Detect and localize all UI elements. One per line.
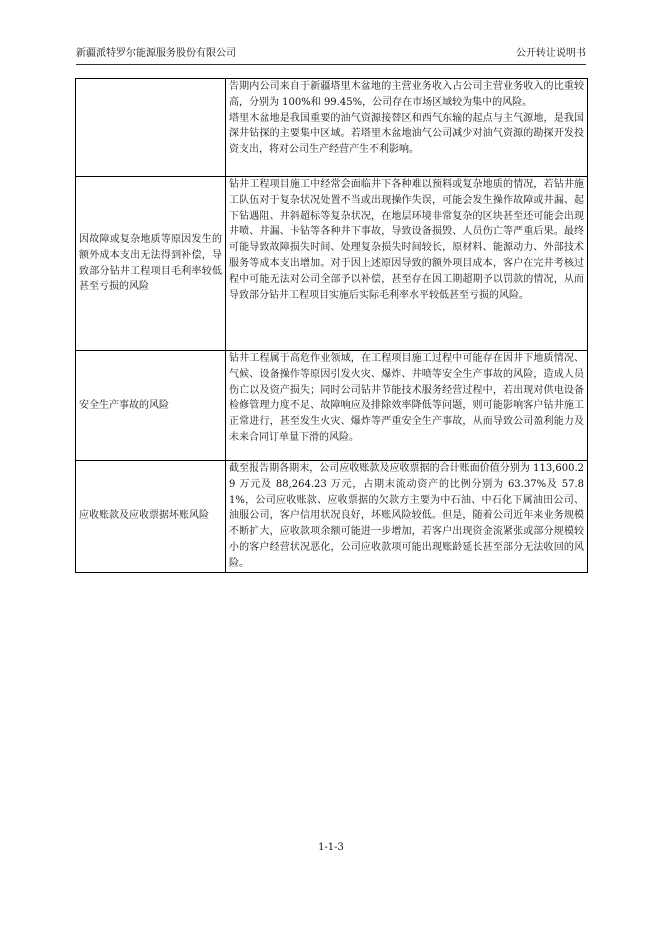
risk-description-cell (226, 79, 588, 177)
page-header (76, 46, 586, 65)
risk-description-paragraph: 钻井工程项目施工中经常会面临井下各种难以预料或复杂地质的情况，若钻井施工队伍对于复杂状况处置不当或出现操作失误，可能会发生操作故障或井漏、起下钻遇阻、井斜超标等复杂状况，在地层环境非常复杂的区块甚至还可能会出现井喷、井漏、卡钻等各种井下事故，导致设备损毁、人员伤亡等严重后果。最终可能导致故障损失时间、处理复杂损失时间较长，原材料、能源动力、外部技术服务等成本支出增加。对于因上述原因导致的额外项目成本，客户在完井考核过程中可能无法对公司全部予以补偿，甚至存在因工期超期予以罚款的情况，从而导致部分钻井工程项目实施后实际毛利率水平较低甚至亏损的风险。 (229, 179, 584, 301)
risk-name-cell (76, 79, 226, 177)
risk-description-paragraph: 钻井工程属于高危作业领域，在工程项目施工过程中可能存在因井下地质情况、气候、设备操作等原因引发火灾、爆炸、井喷等安全生产事故的风险，造成人员伤亡以及资产损失；同时公司钻井节能技术服务经营过程中，若出现对供电设备检修管理力度不足、故障响应及排除效率降低等问题，则可能影响客户钻井施工正常进行，甚至发生火灾、爆炸等严重安全生产事故，从而导致公司盈利能力及未来合同订单量下滑的风险。 (229, 353, 584, 443)
risk-description-paragraph: 告期内公司来自于新疆塔里木盆地的主营业务收入占公司主营业务收入的比重较高，分别为 100%和 99.45%，公司存在市场区域较为集中的风险。 (229, 81, 584, 108)
risk-description-cell (226, 351, 588, 461)
risk-description-cell (226, 461, 588, 573)
risk-name-cell: 安全生产事故的风险 (76, 351, 226, 461)
risk-description-cell (226, 177, 588, 351)
document-title: 公开转让说明书 (516, 48, 586, 59)
table-row (76, 177, 588, 351)
risk-table (75, 78, 588, 573)
risk-name-cell: 因故障或复杂地质等原因发生的额外成本支出无法得到补偿，导致部分钻井工程项目毛利率较低甚至亏损的风险 (76, 177, 226, 351)
company-name: 新疆派特罗尔能源服务股份有限公司 (76, 48, 236, 59)
table-row (76, 79, 588, 177)
risk-description-paragraph: 截至报告期各期末，公司应收账款及应收票据的合计账面价值分别为 113,600.29 万元及 88,264.23 万元，占期末流动资产的比例分别为 63.37%及 57.81%，公司应收账款、应收票据的欠款方主要为中石油、中石化下属油田公司、油服公司，客户信用状况良好，坏账风险较低。但是，随着公司近年来业务规模不断扩大，应收款项余额可能进一步增加，若客户出现资金流紧张或部分规模较小的客户经营状况恶化，公司应收款项可能出现账龄延长甚至部分无法收回的风险。 (229, 463, 584, 569)
table-row (76, 461, 588, 573)
risk-description-paragraph: 塔里木盆地是我国重要的油气资源接替区和西气东输的起点与主气源地，是我国深井钻探的主要集中区域。若塔里木盆地油气公司减少对油气资源的勘探开发投资支出，将对公司生产经营产生不利影响。 (229, 112, 584, 156)
page-number: 1-1-3 (318, 842, 344, 853)
table-row (76, 351, 588, 461)
risk-name-cell: 应收账款及应收票据坏账风险 (76, 461, 226, 573)
